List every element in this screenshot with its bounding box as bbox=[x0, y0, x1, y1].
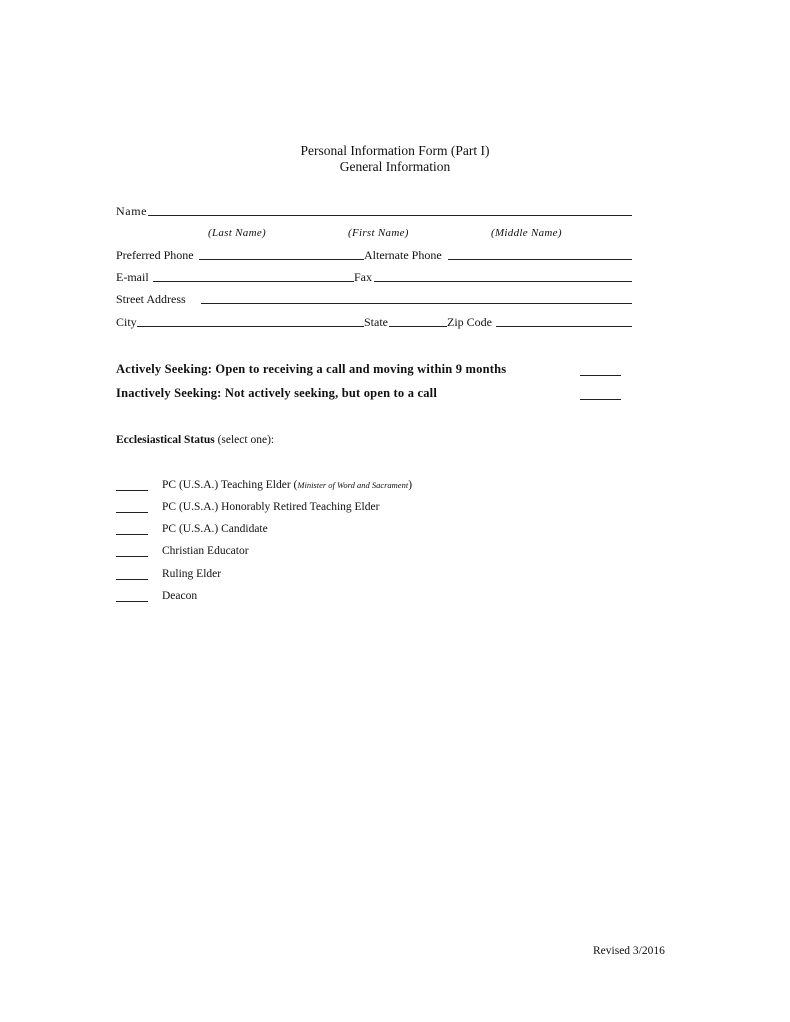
form-subtitle: General Information bbox=[339, 159, 451, 174]
street-address-field[interactable] bbox=[201, 303, 632, 304]
status-candidate: PC (U.S.A.) Candidate bbox=[162, 523, 268, 535]
last-name-caption: (Last Name) bbox=[208, 227, 266, 239]
alternate-phone-label: Alternate Phone bbox=[364, 248, 442, 262]
actively-seeking-label: Actively Seeking: Open to receiving a call and moving within 9 months bbox=[116, 362, 507, 376]
zip-code-label: Zip Code bbox=[447, 315, 492, 329]
status-blank-deacon[interactable] bbox=[116, 601, 148, 602]
city-label: City bbox=[116, 315, 137, 329]
ecclesiastical-status-hint: (select one): bbox=[214, 434, 275, 446]
middle-name-caption: (Middle Name) bbox=[491, 227, 562, 239]
fax-field[interactable] bbox=[374, 281, 632, 282]
street-address-label: Street Address bbox=[116, 292, 186, 306]
ecclesiastical-status-bold: Ecclesiastical Status bbox=[116, 434, 215, 446]
status-christian-educator: Christian Educator bbox=[162, 545, 249, 557]
revised-date: Revised 3/2016 bbox=[593, 945, 665, 957]
status-blank-candidate[interactable] bbox=[116, 534, 148, 535]
status-close: ) bbox=[408, 479, 413, 491]
preferred-phone-label: Preferred Phone bbox=[116, 248, 194, 262]
inactively-seeking-label: Inactively Seeking: Not actively seeking, but open to a call bbox=[116, 386, 438, 400]
preferred-phone-field[interactable] bbox=[199, 259, 364, 260]
status-retired-teaching-elder: PC (U.S.A.) Honorably Retired Teaching Elder bbox=[162, 501, 380, 513]
status-deacon: Deacon bbox=[162, 590, 198, 602]
status-note: Minister of Word and Sacrament bbox=[297, 480, 409, 490]
actively-seeking-blank[interactable] bbox=[580, 375, 621, 376]
state-field[interactable] bbox=[389, 326, 447, 327]
first-name-caption: (First Name) bbox=[348, 227, 409, 239]
status-teaching-elder bbox=[162, 478, 412, 492]
fax-label: Fax bbox=[354, 270, 372, 284]
alternate-phone-field[interactable] bbox=[448, 259, 632, 260]
city-field[interactable] bbox=[137, 326, 364, 327]
status-blank-christian-educator[interactable] bbox=[116, 556, 148, 557]
status-label: PC (U.S.A.) Teaching Elder ( bbox=[162, 479, 298, 491]
status-blank-ruling-elder[interactable] bbox=[116, 579, 148, 580]
status-ruling-elder: Ruling Elder bbox=[162, 568, 222, 580]
status-blank-retired-teaching-elder[interactable] bbox=[116, 512, 148, 513]
inactively-seeking-blank[interactable] bbox=[580, 399, 621, 400]
name-field[interactable] bbox=[148, 215, 632, 216]
state-label: State bbox=[364, 315, 388, 329]
zip-code-field[interactable] bbox=[496, 326, 632, 327]
email-label: E-mail bbox=[116, 270, 149, 284]
name-label: Name bbox=[116, 204, 148, 218]
status-blank-teaching-elder[interactable] bbox=[116, 490, 148, 491]
ecclesiastical-status-heading bbox=[116, 433, 274, 447]
form-title: Personal Information Form (Part I) bbox=[300, 143, 490, 158]
email-field[interactable] bbox=[153, 281, 354, 282]
